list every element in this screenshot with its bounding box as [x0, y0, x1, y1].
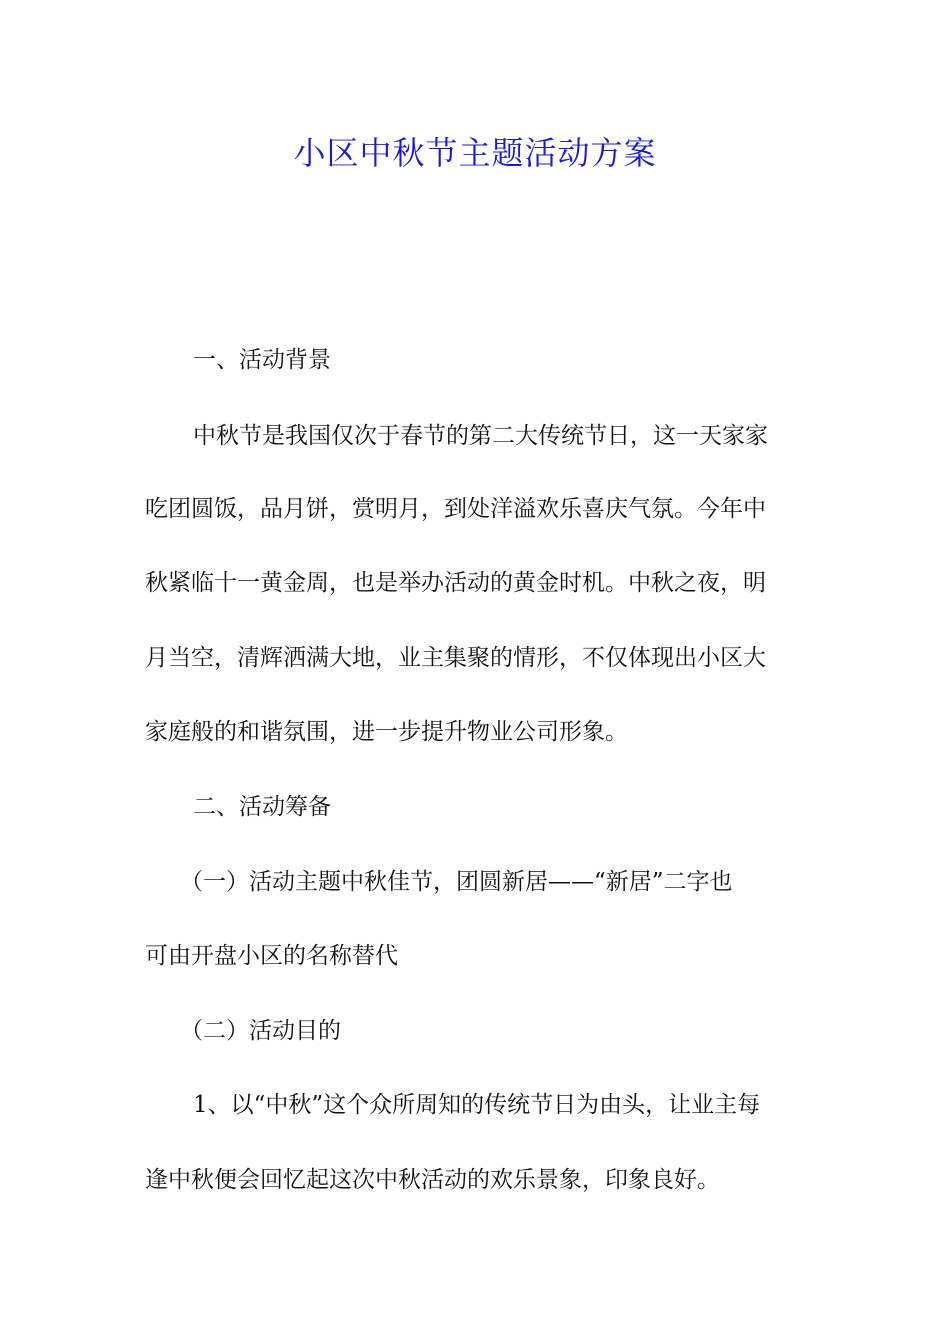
subsection-theme-line: （一）活动主题中秋佳节，团圆新居——“新居”二字也 — [180, 869, 733, 895]
subsection-theme-line: 可由开盘小区的名称替代 — [145, 943, 398, 969]
paragraph-line: 中秋节是我国仅次于春节的第二大传统节日，这一天家家 — [193, 423, 768, 449]
document-title: 小区中秋节主题活动方案 — [293, 134, 657, 172]
paragraph-line: 家庭般的和谐氛围，进一步提升物业公司形象。 — [145, 719, 628, 745]
list-item-line: 逢中秋便会回忆起这次中秋活动的欢乐景象，印象良好。 — [145, 1167, 720, 1193]
list-item-line: 1、以“中秋”这个众所周知的传统节日为由头，让业主每 — [193, 1092, 761, 1118]
paragraph-line: 秋紧临十一黄金周，也是举办活动的黄金时机。中秋之夜，明 — [145, 570, 766, 596]
section-heading-preparation: 二、活动筹备 — [193, 794, 331, 820]
paragraph-line: 吃团圆饭，品月饼，赏明月，到处洋溢欢乐喜庆气氛。今年中 — [145, 496, 766, 522]
paragraph-line: 月当空，清辉洒满大地，业主集聚的情形，不仅体现出小区大 — [145, 645, 766, 671]
section-heading-background: 一、活动背景 — [193, 347, 331, 373]
subsection-purpose-heading: （二）活动目的 — [180, 1018, 341, 1044]
